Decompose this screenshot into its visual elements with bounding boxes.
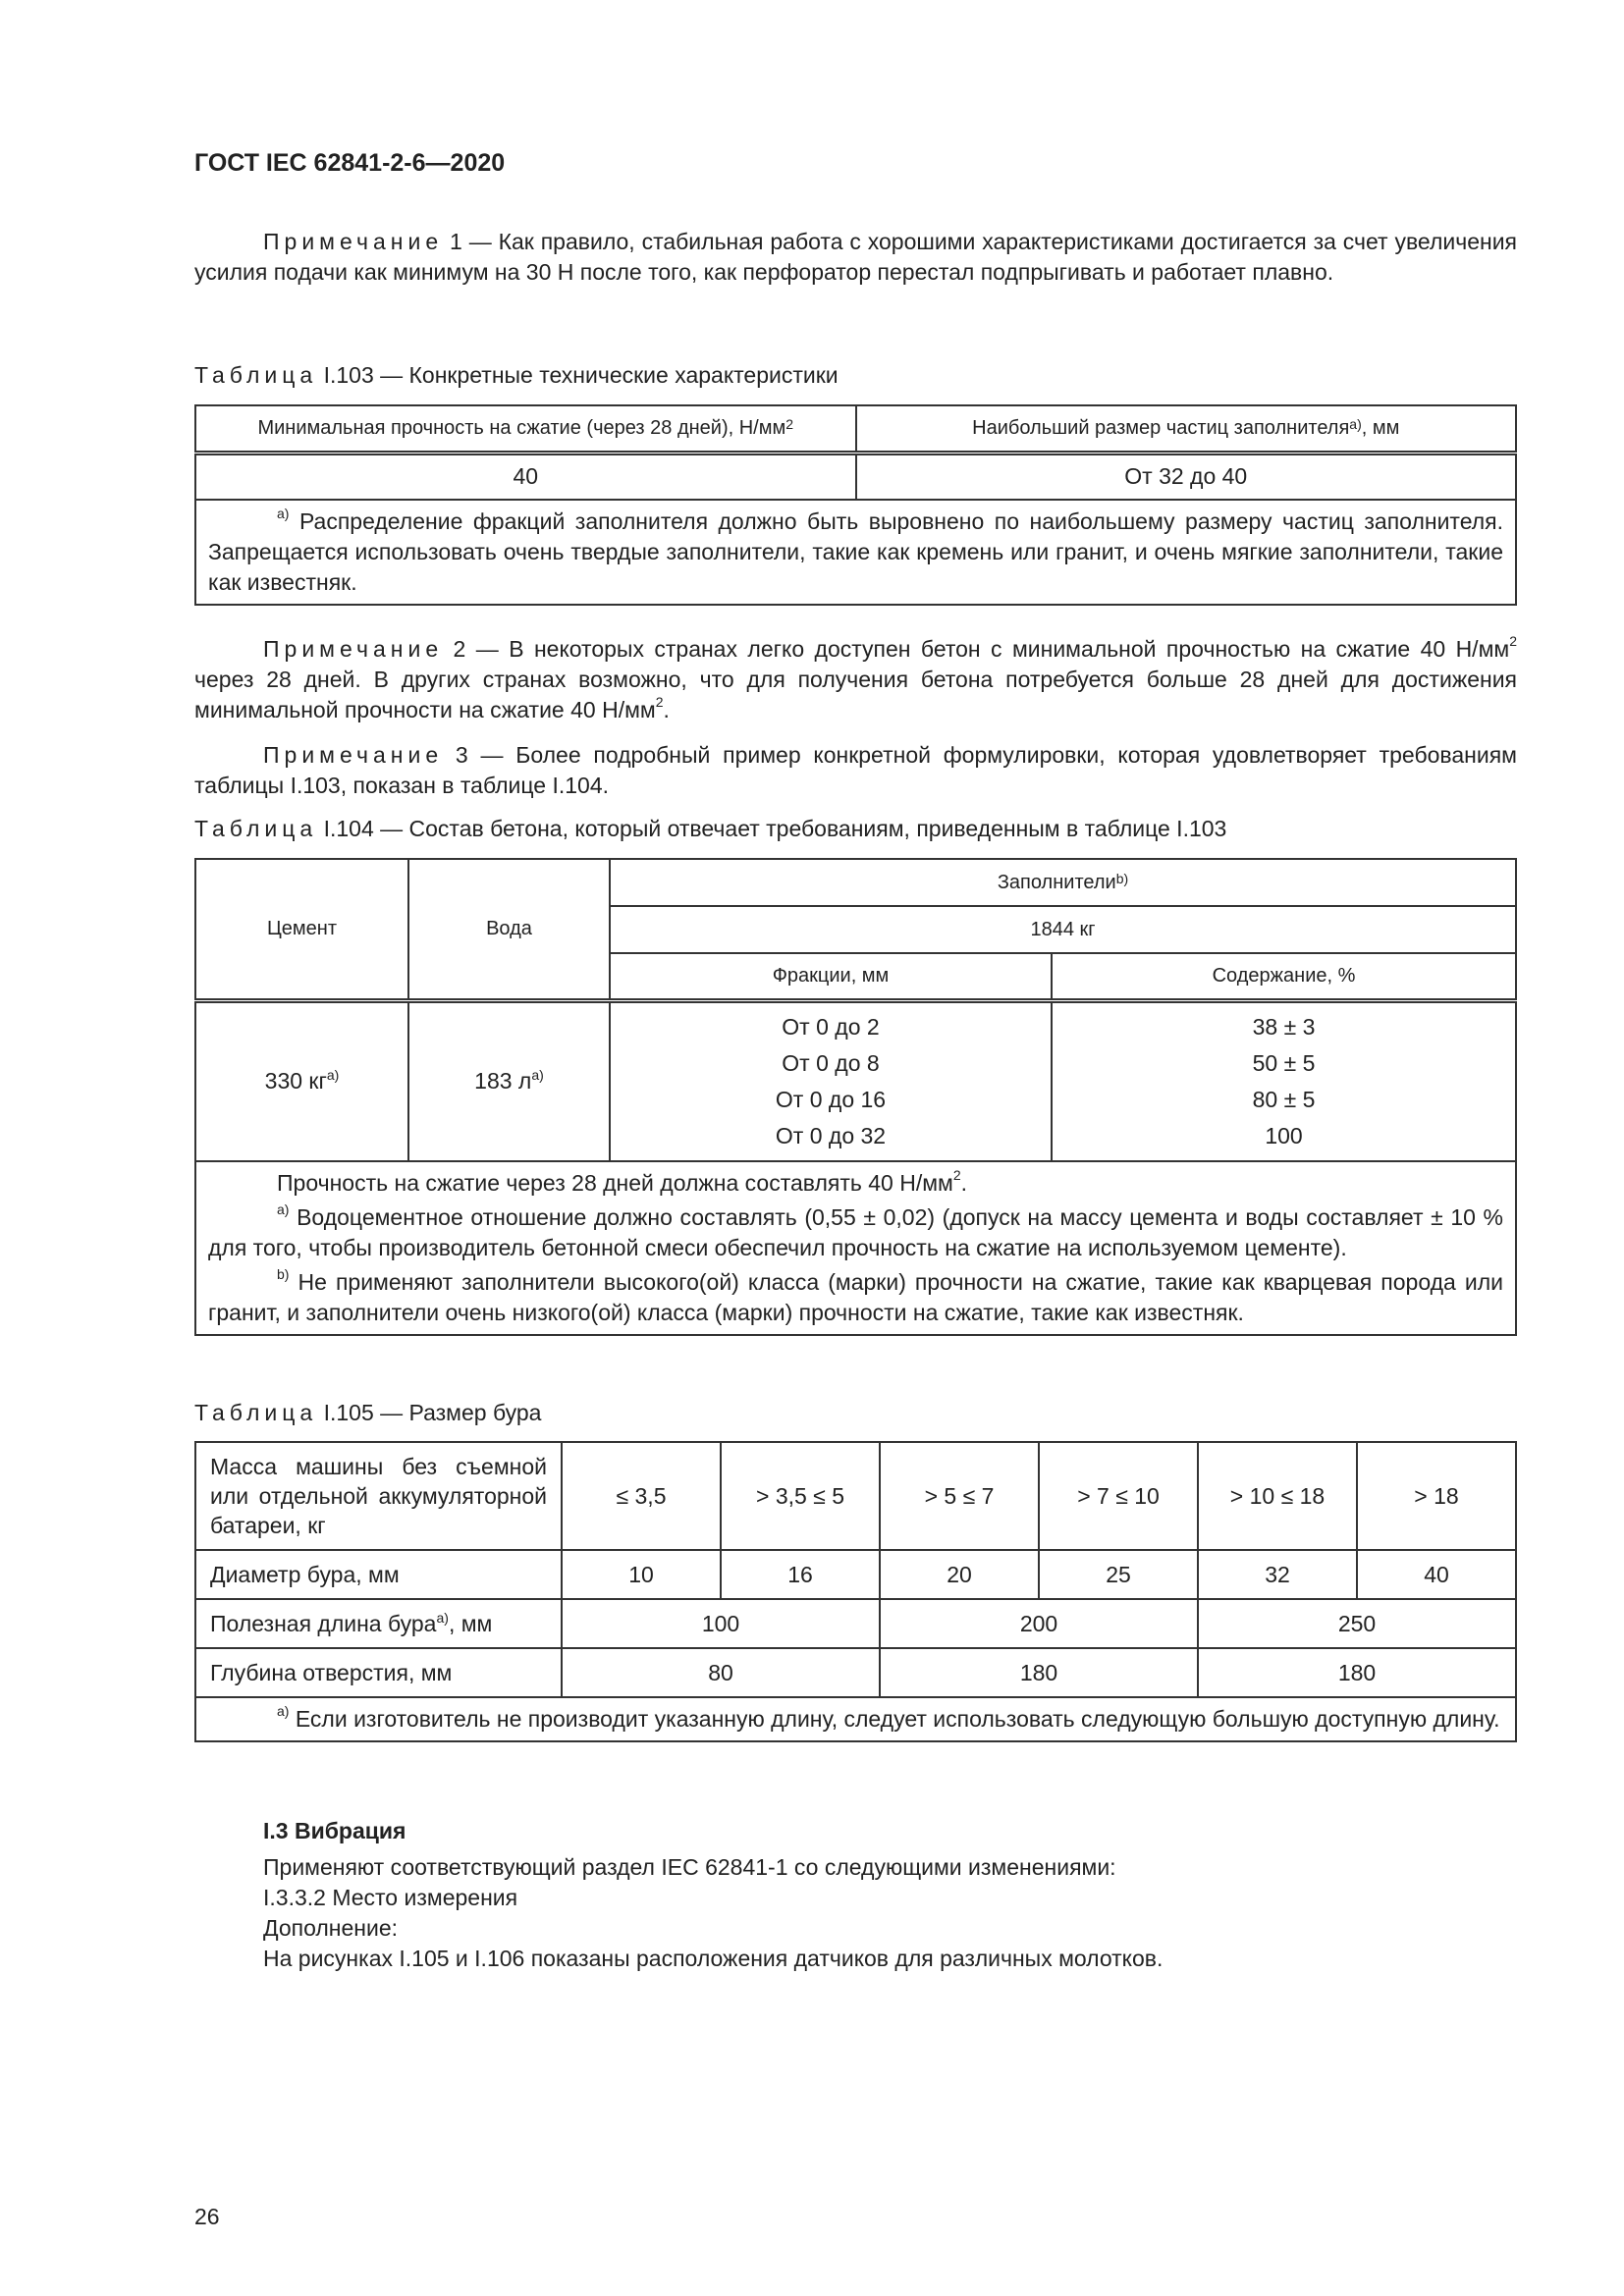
table-footnote: $^{a)}$ Если изготовитель не производит указанную длину, следует использовать следующую большую доступную длину. bbox=[195, 1697, 1516, 1741]
note-label: Примечание bbox=[263, 229, 444, 254]
note-3: Примечание 3 — Более подробный пример конкретной формулировки, которая удовлетворяет требованиям таблицы I.103, показан в таблице I.104. bbox=[194, 742, 1517, 798]
header-content: Содержание, % bbox=[1052, 953, 1516, 1000]
content-cell: 38 ± 3 50 ± 5 80 ± 5 100 bbox=[1052, 1000, 1516, 1161]
table-cell: > 18 bbox=[1357, 1442, 1516, 1550]
section-line: На рисунках I.105 и I.106 показаны расположения датчиков для различных молотков. bbox=[263, 1946, 1164, 1971]
table-cell: > 10 ≤ 18 bbox=[1198, 1442, 1357, 1550]
table-cell: 250 bbox=[1198, 1599, 1516, 1648]
table-cell: 32 bbox=[1198, 1550, 1357, 1599]
table-103-caption bbox=[194, 362, 839, 389]
table-104-caption: Таблица I.104 — Состав бетона, который отвечает требованиям, приведенным в таблице I.103 bbox=[194, 816, 1227, 841]
table-cell: 10 bbox=[562, 1550, 721, 1599]
section-heading: I.3 Вибрация bbox=[263, 1818, 406, 1843]
row-label: Полезная длина бура$^{a)}$, мм bbox=[195, 1599, 562, 1648]
page-number: 26 bbox=[194, 2204, 220, 2229]
table-cell: 180 bbox=[1198, 1648, 1516, 1697]
strength-note: Прочность на сжатие через 28 дней должна составлять 40 $Н/мм^2$. bbox=[277, 1167, 968, 1196]
table-cell: 16 bbox=[721, 1550, 880, 1599]
table-105 bbox=[194, 1441, 1517, 1742]
header-fractions: Фракции, мм bbox=[610, 953, 1052, 1000]
section-line: Применяют соответствующий раздел IEC 62841-1 со следующими изменениями: bbox=[263, 1854, 1116, 1880]
table-103 bbox=[194, 404, 1517, 606]
table-105-caption: Таблица I.105 — Размер бура bbox=[194, 1400, 542, 1425]
table-footnote: $^{a)}$ Распределение фракций заполнителя должно быть выровнено по наибольшему размеру частиц заполнителя. Запрещается использовать очень твердые заполнители, такие как кремень или гранит, и очень мягкие заполнители, такие как известняк. bbox=[195, 500, 1516, 605]
table-cell: 180 bbox=[880, 1648, 1198, 1697]
table-cell: От 32 до 40 bbox=[856, 453, 1517, 500]
header-cell: Минимальная прочность на сжатие (через 28 дней), $Н/мм^2$ bbox=[195, 405, 856, 453]
table-cell: 100 bbox=[562, 1599, 880, 1648]
table-104 bbox=[194, 858, 1517, 1336]
caption-label: Таблица bbox=[194, 362, 318, 388]
footnote-b: $^{b)}$ Не применяют заполнители высокого(ой) класса (марки) прочности на сжатие, такие как кварцевая порода или гранит, и заполнители очень низкого(ой) класса (марки) прочности на сжатие, такие как известняк. bbox=[208, 1266, 1503, 1325]
caption-text: I.103 — Конкретные технические характеристики bbox=[317, 362, 839, 388]
section-line: I.3.3.2 Место измерения bbox=[263, 1885, 518, 1910]
table-footnotes bbox=[195, 1161, 1516, 1335]
note-1 bbox=[194, 227, 1517, 288]
table-cell: 20 bbox=[880, 1550, 1039, 1599]
section-line: Дополнение: bbox=[263, 1915, 399, 1941]
document-title: ГОСТ IEC 62841-2-6—2020 bbox=[194, 149, 506, 177]
table-cell: 200 bbox=[880, 1599, 1198, 1648]
note-text: 1 — Как правило, стабильная работа с хорошими характеристиками достигается за счет увеличения усилия подачи как минимум на 30 Н после того, как перфоратор перестал подпрыгивать и работает плавно. bbox=[194, 229, 1517, 285]
table-cell: 40 bbox=[195, 453, 856, 500]
row-label: Диаметр бура, мм bbox=[195, 1550, 562, 1599]
footnote-a: $^{a)}$ Водоцементное отношение должно составлять (0,55 ± 0,02) (допуск на массу цемента и воды составляет ± 10 % для того, чтобы производитель бетонной смеси обеспечил прочность на сжатие на используемом цементе). bbox=[208, 1201, 1503, 1260]
note-2: Примечание 2 — В некоторых странах легко доступен бетон с минимальной прочностью на сжатие 40 $Н/мм^2$ через 28 дней. В других странах возможно, что для получения бетона потребуется больше 28 дней для достижения минимальной прочности на сжатие 40 $Н/мм^2$. bbox=[194, 633, 1517, 722]
fractions-cell: От 0 до 2 От 0 до 8 От 0 до 16 От 0 до 32 bbox=[610, 1000, 1052, 1161]
header-water: Вода bbox=[408, 859, 610, 1000]
table-cell: > 7 ≤ 10 bbox=[1039, 1442, 1198, 1550]
header-cement: Цемент bbox=[195, 859, 408, 1000]
table-cell: > 5 ≤ 7 bbox=[880, 1442, 1039, 1550]
table-cell: 40 bbox=[1357, 1550, 1516, 1599]
aggregate-mass: 1844 кг bbox=[610, 906, 1516, 953]
table-cell: 80 bbox=[562, 1648, 880, 1697]
row-label: Масса машины без съемной или отдельной аккумуляторной батареи, кг bbox=[195, 1442, 562, 1550]
table-cell: > 3,5 ≤ 5 bbox=[721, 1442, 880, 1550]
table-cell: 25 bbox=[1039, 1550, 1198, 1599]
header-cell: Наибольший размер частиц заполнителя$^{a)}$, мм bbox=[856, 405, 1517, 453]
water-value: 183 $л^{a)}$ bbox=[408, 1000, 610, 1161]
cement-value: 330 $кг^{a)}$ bbox=[195, 1000, 408, 1161]
section-vibration bbox=[263, 1816, 1163, 1974]
table-cell: ≤ 3,5 bbox=[562, 1442, 721, 1550]
row-label: Глубина отверстия, мм bbox=[195, 1648, 562, 1697]
header-aggregates: Заполнители$^{b)}$ bbox=[610, 859, 1516, 906]
